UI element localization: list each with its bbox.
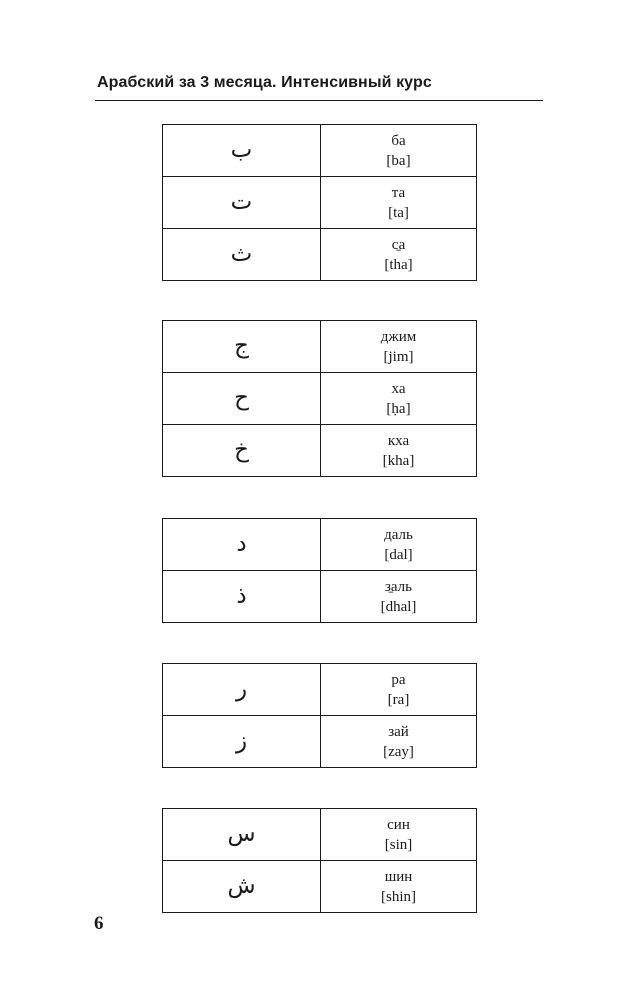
letter-info — [321, 321, 477, 373]
letter-row — [163, 716, 477, 768]
letter-row — [163, 861, 477, 913]
letter-row — [163, 125, 477, 177]
letter-row — [163, 229, 477, 281]
arabic-letter: د — [163, 519, 321, 571]
letter-info — [321, 425, 477, 477]
letter-row — [163, 425, 477, 477]
letter-row — [163, 664, 477, 716]
letter-transliteration: [ra] — [387, 691, 410, 708]
arabic-letter: ب — [163, 125, 321, 177]
letter-transliteration: [ba] — [386, 152, 411, 169]
letter-table — [162, 518, 477, 623]
letter-name: даль — [384, 526, 413, 543]
arabic-letter: س — [163, 809, 321, 861]
header-divider — [95, 100, 543, 101]
letter-transliteration: [tha] — [384, 256, 413, 273]
arabic-letter: ذ — [163, 571, 321, 623]
arabic-letter: ث — [163, 229, 321, 281]
letter-name: ха — [391, 380, 406, 397]
arabic-letter: ز — [163, 716, 321, 768]
letter-info — [321, 809, 477, 861]
letter-name: ба — [391, 132, 406, 149]
running-head: Арабский за 3 месяца. Интенсивный курс — [97, 74, 432, 91]
letter-name: зай — [388, 723, 409, 740]
letter-transliteration: [ḥa] — [386, 400, 411, 417]
letter-info — [321, 571, 477, 623]
letter-transliteration: [jim] — [383, 348, 414, 365]
letter-info — [321, 373, 477, 425]
letter-name: с̱а — [391, 236, 406, 253]
letter-transliteration: [ta] — [388, 204, 409, 221]
letter-transliteration: [kha] — [382, 452, 415, 469]
letter-transliteration: [sin] — [384, 836, 413, 853]
letter-name: ра — [391, 671, 406, 688]
letter-info — [321, 519, 477, 571]
letter-row — [163, 571, 477, 623]
letter-name: шин — [384, 868, 413, 885]
letter-transliteration: [dal] — [384, 546, 413, 563]
letter-info — [321, 861, 477, 913]
letter-transliteration: [zay] — [383, 743, 414, 760]
letter-transliteration: [shin] — [381, 888, 416, 905]
letter-table — [162, 124, 477, 281]
page-number: 6 — [94, 913, 104, 934]
letter-row — [163, 177, 477, 229]
letter-row — [163, 809, 477, 861]
letter-info — [321, 229, 477, 281]
letter-info — [321, 177, 477, 229]
letter-table — [162, 808, 477, 913]
arabic-letter: ت — [163, 177, 321, 229]
letter-info — [321, 125, 477, 177]
letter-table — [162, 663, 477, 768]
letter-transliteration: [dhal] — [380, 598, 417, 615]
letter-name: джим — [380, 328, 417, 345]
letter-name: з̱аль — [384, 578, 413, 595]
arabic-letter: ش — [163, 861, 321, 913]
letter-row — [163, 321, 477, 373]
arabic-letter: ج — [163, 321, 321, 373]
letter-info — [321, 716, 477, 768]
letter-row — [163, 519, 477, 571]
letter-name: син — [387, 816, 410, 833]
letter-table — [162, 320, 477, 477]
letter-row — [163, 373, 477, 425]
arabic-letter: ر — [163, 664, 321, 716]
arabic-letter: خ — [163, 425, 321, 477]
letter-name: кха — [387, 432, 410, 449]
arabic-letter: ح — [163, 373, 321, 425]
letter-info — [321, 664, 477, 716]
letter-name: та — [391, 184, 406, 201]
